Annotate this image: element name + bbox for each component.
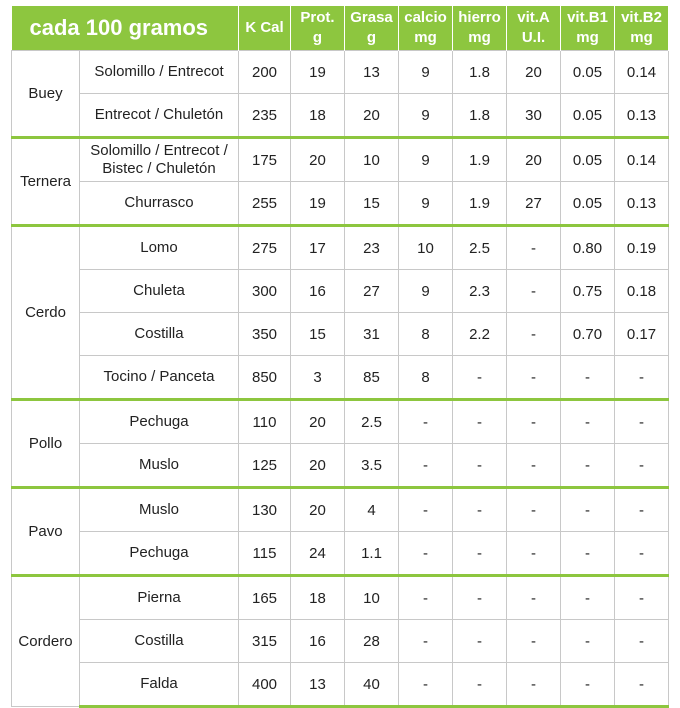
item-cell: Solomillo / Entrecot / Bistec / Chuletón — [80, 138, 239, 182]
nutrition-table — [11, 6, 669, 708]
item-cell: Costilla — [80, 313, 239, 356]
column-header-label: K Cal — [245, 19, 284, 36]
table-row — [12, 356, 669, 400]
value-cell: 16 — [291, 270, 345, 313]
value-cell: 2.5 — [345, 400, 399, 444]
value-cell: - — [615, 444, 669, 488]
column-header-label: vit.A — [517, 9, 550, 26]
value-cell: - — [561, 356, 615, 400]
value-cell: 9 — [399, 270, 453, 313]
table-row — [12, 532, 669, 576]
value-cell: 24 — [291, 532, 345, 576]
column-header-vit-b2 — [615, 6, 669, 51]
value-cell: 350 — [239, 313, 291, 356]
value-cell: 255 — [239, 182, 291, 226]
item-cell: Solomillo / Entrecot — [80, 51, 239, 94]
group-cell: Pollo — [12, 400, 80, 488]
value-cell: 125 — [239, 444, 291, 488]
column-header-label: Prot. — [300, 9, 335, 26]
value-cell: - — [615, 532, 669, 576]
value-cell: - — [453, 356, 507, 400]
value-cell: 18 — [291, 576, 345, 620]
column-header-iron — [453, 6, 507, 51]
value-cell: - — [561, 663, 615, 707]
column-header-label: hierro — [458, 9, 501, 26]
column-header-unit: mg — [576, 29, 599, 46]
item-cell: Lomo — [80, 226, 239, 270]
value-cell: 0.13 — [615, 182, 669, 226]
column-header-label: Grasa — [350, 9, 393, 26]
value-cell: - — [399, 532, 453, 576]
value-cell: 23 — [345, 226, 399, 270]
value-cell: - — [615, 400, 669, 444]
value-cell: 9 — [399, 138, 453, 182]
value-cell: 0.17 — [615, 313, 669, 356]
table-row — [12, 94, 669, 138]
value-cell: 110 — [239, 400, 291, 444]
value-cell: 30 — [507, 94, 561, 138]
table-row — [12, 51, 669, 94]
column-header-unit: g — [366, 29, 377, 46]
value-cell: - — [399, 620, 453, 663]
value-cell: 1.9 — [453, 182, 507, 226]
value-cell: - — [399, 576, 453, 620]
value-cell: 115 — [239, 532, 291, 576]
value-cell: - — [453, 663, 507, 707]
value-cell: 19 — [291, 182, 345, 226]
value-cell: 15 — [345, 182, 399, 226]
column-header-label: vit.B1 — [567, 9, 608, 26]
value-cell: - — [453, 400, 507, 444]
value-cell: 13 — [345, 51, 399, 94]
item-cell: Pechuga — [80, 400, 239, 444]
value-cell: 27 — [507, 182, 561, 226]
value-cell: - — [399, 488, 453, 532]
group-cell: Ternera — [12, 138, 80, 226]
value-cell: - — [507, 576, 561, 620]
value-cell: 300 — [239, 270, 291, 313]
column-header-vit-a — [507, 6, 561, 51]
table-row — [12, 138, 669, 182]
value-cell: 31 — [345, 313, 399, 356]
value-cell: 175 — [239, 138, 291, 182]
header-row — [12, 6, 669, 51]
value-cell: - — [561, 532, 615, 576]
table-row — [12, 226, 669, 270]
item-cell: Pechuga — [80, 532, 239, 576]
value-cell: 0.70 — [561, 313, 615, 356]
table-row — [12, 620, 669, 663]
table-row — [12, 313, 669, 356]
value-cell: - — [453, 444, 507, 488]
value-cell: 18 — [291, 94, 345, 138]
value-cell: - — [507, 532, 561, 576]
item-cell: Muslo — [80, 488, 239, 532]
value-cell: 0.05 — [561, 138, 615, 182]
column-header-kcal — [239, 6, 291, 51]
value-cell: 1.9 — [453, 138, 507, 182]
column-header-unit: mg — [630, 29, 653, 46]
value-cell: 0.05 — [561, 182, 615, 226]
value-cell: 10 — [345, 138, 399, 182]
item-cell: Pierna — [80, 576, 239, 620]
table-row — [12, 444, 669, 488]
value-cell: - — [561, 400, 615, 444]
value-cell: 20 — [291, 400, 345, 444]
value-cell: - — [561, 576, 615, 620]
column-header-fat — [345, 6, 399, 51]
item-cell: Chuleta — [80, 270, 239, 313]
item-cell: Costilla — [80, 620, 239, 663]
value-cell: 20 — [507, 51, 561, 94]
value-cell: - — [453, 532, 507, 576]
value-cell: 8 — [399, 356, 453, 400]
value-cell: 15 — [291, 313, 345, 356]
group-cell: Buey — [12, 51, 80, 138]
value-cell: 400 — [239, 663, 291, 707]
value-cell: 20 — [507, 138, 561, 182]
group-cell: Cerdo — [12, 226, 80, 400]
column-header-label: vit.B2 — [621, 9, 662, 26]
value-cell: - — [561, 444, 615, 488]
column-header-calcium — [399, 6, 453, 51]
value-cell: 0.80 — [561, 226, 615, 270]
value-cell: 0.18 — [615, 270, 669, 313]
value-cell: 9 — [399, 182, 453, 226]
column-header-vit-b1 — [561, 6, 615, 51]
value-cell: - — [453, 488, 507, 532]
value-cell: 130 — [239, 488, 291, 532]
value-cell: 2.5 — [453, 226, 507, 270]
value-cell: 0.14 — [615, 51, 669, 94]
group-cell: Pavo — [12, 488, 80, 576]
value-cell: - — [561, 488, 615, 532]
value-cell: 2.2 — [453, 313, 507, 356]
item-cell: Muslo — [80, 444, 239, 488]
value-cell: - — [507, 488, 561, 532]
value-cell: - — [399, 444, 453, 488]
value-cell: 165 — [239, 576, 291, 620]
value-cell: - — [615, 663, 669, 707]
value-cell: - — [399, 663, 453, 707]
value-cell: 13 — [291, 663, 345, 707]
value-cell: 200 — [239, 51, 291, 94]
value-cell: 9 — [399, 51, 453, 94]
table-title: cada 100 gramos — [12, 6, 239, 51]
value-cell: 19 — [291, 51, 345, 94]
value-cell: - — [507, 356, 561, 400]
column-header-unit: U.I. — [521, 29, 546, 46]
value-cell: 0.05 — [561, 94, 615, 138]
value-cell: 1.1 — [345, 532, 399, 576]
value-cell: 28 — [345, 620, 399, 663]
value-cell: 3.5 — [345, 444, 399, 488]
column-header-label: calcio — [404, 9, 447, 26]
column-header-unit: g — [312, 29, 323, 46]
value-cell: 17 — [291, 226, 345, 270]
value-cell: 850 — [239, 356, 291, 400]
value-cell: - — [615, 488, 669, 532]
value-cell: 27 — [345, 270, 399, 313]
table-body — [12, 51, 669, 707]
group-cell: Cordero — [12, 576, 80, 707]
value-cell: 275 — [239, 226, 291, 270]
value-cell: 85 — [345, 356, 399, 400]
table-row — [12, 182, 669, 226]
value-cell: - — [615, 576, 669, 620]
value-cell: 0.13 — [615, 94, 669, 138]
item-cell: Churrasco — [80, 182, 239, 226]
value-cell: - — [507, 270, 561, 313]
value-cell: 20 — [291, 488, 345, 532]
value-cell: - — [453, 620, 507, 663]
table-row — [12, 270, 669, 313]
value-cell: 10 — [345, 576, 399, 620]
value-cell: - — [507, 313, 561, 356]
item-cell: Entrecot / Chuletón — [80, 94, 239, 138]
table-row — [12, 400, 669, 444]
value-cell: 20 — [291, 138, 345, 182]
item-cell: Tocino / Panceta — [80, 356, 239, 400]
value-cell: - — [507, 226, 561, 270]
value-cell: 20 — [291, 444, 345, 488]
value-cell: 2.3 — [453, 270, 507, 313]
value-cell: - — [561, 620, 615, 663]
table-row — [12, 488, 669, 532]
value-cell: 0.19 — [615, 226, 669, 270]
value-cell: 8 — [399, 313, 453, 356]
value-cell: 4 — [345, 488, 399, 532]
value-cell: 20 — [345, 94, 399, 138]
value-cell: - — [507, 620, 561, 663]
value-cell: - — [615, 620, 669, 663]
value-cell: 235 — [239, 94, 291, 138]
value-cell: 0.05 — [561, 51, 615, 94]
column-header-unit: mg — [468, 29, 491, 46]
value-cell: 40 — [345, 663, 399, 707]
value-cell: - — [507, 400, 561, 444]
item-cell: Falda — [80, 663, 239, 707]
value-cell: 1.8 — [453, 51, 507, 94]
value-cell: 9 — [399, 94, 453, 138]
value-cell: - — [615, 356, 669, 400]
table-row — [12, 576, 669, 620]
value-cell: - — [507, 663, 561, 707]
value-cell: 3 — [291, 356, 345, 400]
value-cell: 0.75 — [561, 270, 615, 313]
value-cell: - — [399, 400, 453, 444]
value-cell: - — [453, 576, 507, 620]
column-header-unit: mg — [414, 29, 437, 46]
value-cell: 10 — [399, 226, 453, 270]
value-cell: 0.14 — [615, 138, 669, 182]
value-cell: - — [507, 444, 561, 488]
value-cell: 16 — [291, 620, 345, 663]
column-header-protein — [291, 6, 345, 51]
value-cell: 1.8 — [453, 94, 507, 138]
value-cell: 315 — [239, 620, 291, 663]
